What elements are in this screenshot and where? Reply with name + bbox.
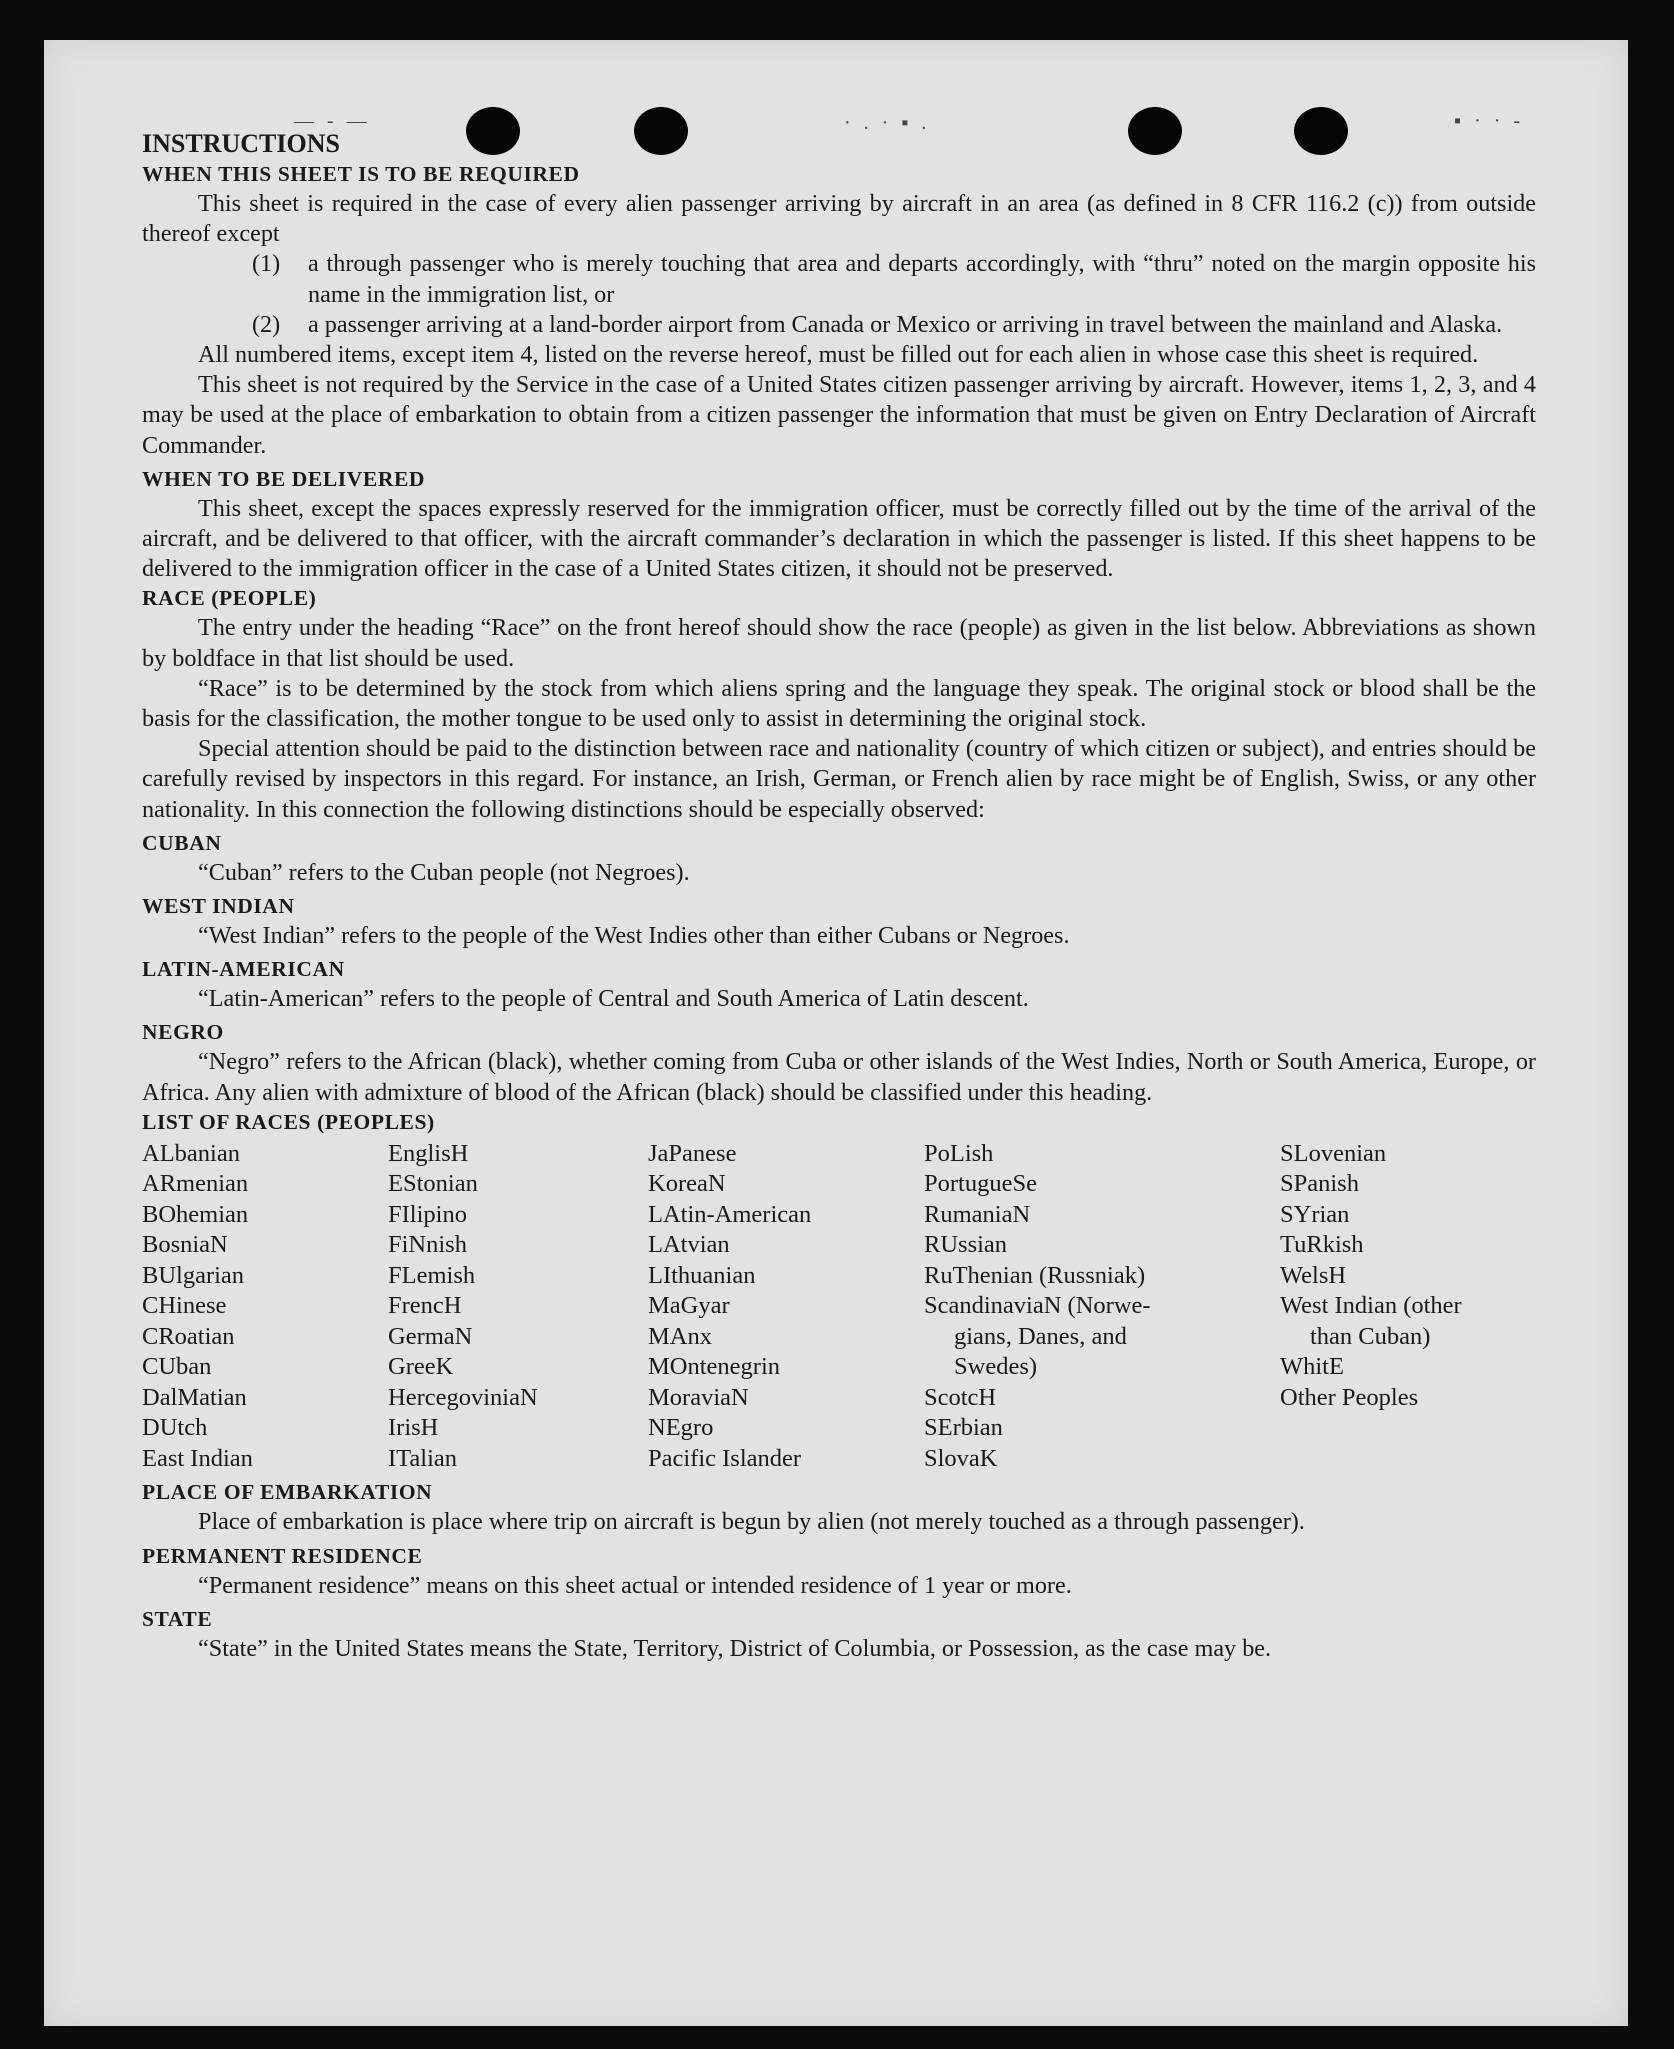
section-heading: WEST INDIAN bbox=[142, 894, 295, 919]
race-entry: Pacific Islander bbox=[648, 1444, 802, 1472]
race-entry: MaGyar bbox=[648, 1292, 730, 1320]
scan-speck: — - — bbox=[294, 110, 371, 132]
section-heading: CUBAN bbox=[142, 830, 222, 855]
item-text: a through passenger who is merely touching that area and departs accordingly, with “thru” noted on the margin opposite his name in the immigration list, or bbox=[308, 250, 1536, 308]
paragraph: “Negro” refers to the African (black), whether coming from Cuba or other islands of the West Indies, North or South America, Europe, or Africa. Any alien with admixture of blood of the African (black) should be classified under this heading. bbox=[142, 1048, 1536, 1106]
race-entry: DalMatian bbox=[142, 1383, 247, 1411]
race-entry: MOntenegrin bbox=[648, 1353, 780, 1381]
race-entry: West Indian (other bbox=[1280, 1292, 1462, 1320]
race-entry: WelsH bbox=[1280, 1261, 1347, 1289]
race-entry: RumaniaN bbox=[924, 1200, 1031, 1228]
race-entry: GreeK bbox=[388, 1353, 454, 1381]
race-entry: Other Peoples bbox=[1280, 1383, 1419, 1411]
item-text: a passenger arriving at a land-border airport from Canada or Mexico or arriving in travel between the mainland and Alaska. bbox=[308, 310, 1503, 338]
race-entry: ScandinaviaN (Norwe- bbox=[924, 1292, 1151, 1320]
race-entry: KoreaN bbox=[648, 1170, 726, 1198]
race-entry: LAtin-American bbox=[648, 1200, 812, 1228]
race-entry: EStonian bbox=[388, 1170, 478, 1198]
race-entry: ITalian bbox=[388, 1444, 458, 1472]
races-column bbox=[142, 1139, 388, 1475]
race-entry: Swedes) bbox=[954, 1353, 1038, 1381]
section-heading: STATE bbox=[142, 1606, 213, 1631]
races-column bbox=[924, 1139, 1280, 1475]
race-entry: MAnx bbox=[648, 1322, 712, 1350]
race-entry: FIlipino bbox=[388, 1200, 467, 1228]
paragraph: “State” in the United States means the State, Territory, District of Columbia, or Possession, as the case may be. bbox=[198, 1634, 1272, 1662]
race-entry: HercegoviniaN bbox=[388, 1383, 538, 1411]
races-column bbox=[1280, 1139, 1536, 1475]
paragraph: All numbered items, except item 4, listed on the reverse hereof, must be filled out for each alien in whose case this sheet is required. bbox=[198, 341, 1479, 369]
races-column bbox=[388, 1139, 648, 1475]
race-entry: FrencH bbox=[388, 1292, 462, 1320]
section-heading: NEGRO bbox=[142, 1020, 224, 1045]
section-heading: LIST OF RACES (PEOPLES) bbox=[142, 1109, 435, 1134]
race-entry: ScotcH bbox=[924, 1383, 997, 1411]
list-item bbox=[142, 310, 1536, 340]
instructions-content bbox=[142, 128, 1536, 1664]
section-heading: RACE (PEOPLE) bbox=[142, 586, 317, 611]
race-entry: MoraviaN bbox=[648, 1383, 749, 1411]
race-entry: BosniaN bbox=[142, 1231, 228, 1259]
race-entry: ARmenian bbox=[142, 1170, 249, 1198]
paragraph: “West Indian” refers to the people of the West Indies other than either Cubans or Negroes. bbox=[198, 922, 1070, 950]
race-entry: SYrian bbox=[1280, 1200, 1350, 1228]
race-entry: IrisH bbox=[388, 1414, 439, 1442]
race-entry: CUban bbox=[142, 1353, 212, 1381]
race-entry: BOhemian bbox=[142, 1200, 249, 1228]
race-entry: FLemish bbox=[388, 1261, 476, 1289]
race-entry: ALbanian bbox=[142, 1139, 240, 1167]
item-number: (1) bbox=[252, 250, 281, 278]
paragraph: “Cuban” refers to the Cuban people (not Negroes). bbox=[198, 858, 690, 886]
paragraph: This sheet is required in the case of every alien passenger arriving by aircraft in an area (as defined in 8 CFR 116.2 (c)) from outside thereof except bbox=[142, 190, 1536, 248]
paragraph: “Permanent residence” means on this sheet actual or intended residence of 1 year or more. bbox=[198, 1571, 1072, 1599]
races-column bbox=[648, 1139, 924, 1475]
paragraph: Place of embarkation is place where trip on aircraft is begun by alien (not merely touched as a through passenger). bbox=[198, 1508, 1305, 1536]
paragraph: The entry under the heading “Race” on the front hereof should show the race (people) as given in the list below. Abbreviations as shown by boldface in that list should be used. bbox=[142, 614, 1536, 672]
race-entry: RuThenian (Russniak) bbox=[924, 1261, 1146, 1289]
race-entry: SlovaK bbox=[924, 1444, 998, 1472]
section-heading: PLACE OF EMBARKATION bbox=[142, 1480, 433, 1505]
race-entry: JaPanese bbox=[648, 1139, 737, 1167]
section-heading: WHEN TO BE DELIVERED bbox=[142, 466, 426, 491]
race-entry: WhitE bbox=[1280, 1353, 1344, 1381]
race-entry: SErbian bbox=[924, 1414, 1003, 1442]
paragraph: “Latin-American” refers to the people of Central and South America of Latin descent. bbox=[198, 985, 1029, 1013]
paragraph: This sheet, except the spaces expressly reserved for the immigration officer, must be correctly filled out by the time of the arrival of the aircraft, and be delivered to that officer, with the aircraft commander’s declaration in which the passenger is listed. If this sheet happens to be delivered to the immigration officer in the case of a United States citizen, it should not be preserved. bbox=[142, 494, 1536, 583]
race-entry: FiNnish bbox=[388, 1231, 467, 1259]
race-entry: GermaN bbox=[388, 1322, 473, 1350]
race-entry: than Cuban) bbox=[1310, 1322, 1431, 1350]
race-entry: PortugueSe bbox=[924, 1170, 1037, 1198]
race-entry: TuRkish bbox=[1280, 1231, 1364, 1259]
race-entry: DUtch bbox=[142, 1414, 208, 1442]
races-list bbox=[142, 1139, 1536, 1475]
scan-speck: ▪ · · - bbox=[1454, 110, 1525, 132]
section-heading: WHEN THIS SHEET IS TO BE REQUIRED bbox=[142, 162, 580, 186]
scan-speck: · . · ▪ . bbox=[844, 112, 931, 134]
race-entry: CHinese bbox=[142, 1292, 227, 1320]
race-entry: CRoatian bbox=[142, 1322, 235, 1350]
race-entry: gians, Danes, and bbox=[954, 1322, 1127, 1350]
section-heading: LATIN-AMERICAN bbox=[142, 957, 345, 982]
race-entry: LIthuanian bbox=[648, 1261, 756, 1289]
race-entry: BUlgarian bbox=[142, 1261, 245, 1289]
race-entry: RUssian bbox=[924, 1231, 1008, 1259]
section-heading: PERMANENT RESIDENCE bbox=[142, 1543, 423, 1568]
race-entry: SLovenian bbox=[1280, 1139, 1387, 1167]
race-entry: PoLish bbox=[924, 1139, 994, 1167]
item-number: (2) bbox=[252, 310, 281, 338]
list-item bbox=[142, 249, 1536, 309]
paragraph: Special attention should be paid to the distinction between race and nationality (country of which citizen or subject), and entries should be carefully revised by inspectors in this regard. For instance, an Irish, German, or French alien by race might be of English, Swiss, or any other nationality. In this connection the following distinctions should be especially observed: bbox=[142, 735, 1536, 823]
paragraph: “Race” is to be determined by the stock from which aliens spring and the language they speak. The original stock or blood shall be the basis for the classification, the mother tongue to be used only to assist in determining the original stock. bbox=[142, 674, 1536, 733]
race-entry: SPanish bbox=[1280, 1170, 1359, 1198]
race-entry: LAtvian bbox=[648, 1231, 730, 1259]
race-entry: EnglisH bbox=[388, 1139, 469, 1167]
page-title: INSTRUCTIONS bbox=[142, 129, 340, 158]
race-entry: NEgro bbox=[648, 1414, 714, 1442]
paragraph: This sheet is not required by the Service in the case of a United States citizen passenger arriving by aircraft. However, items 1, 2, 3, and 4 may be used at the place of embarkation to obtain from a citizen passenger the information that must be given on Entry Declaration of Aircraft Commander. bbox=[142, 371, 1536, 459]
race-entry: East Indian bbox=[142, 1444, 253, 1472]
